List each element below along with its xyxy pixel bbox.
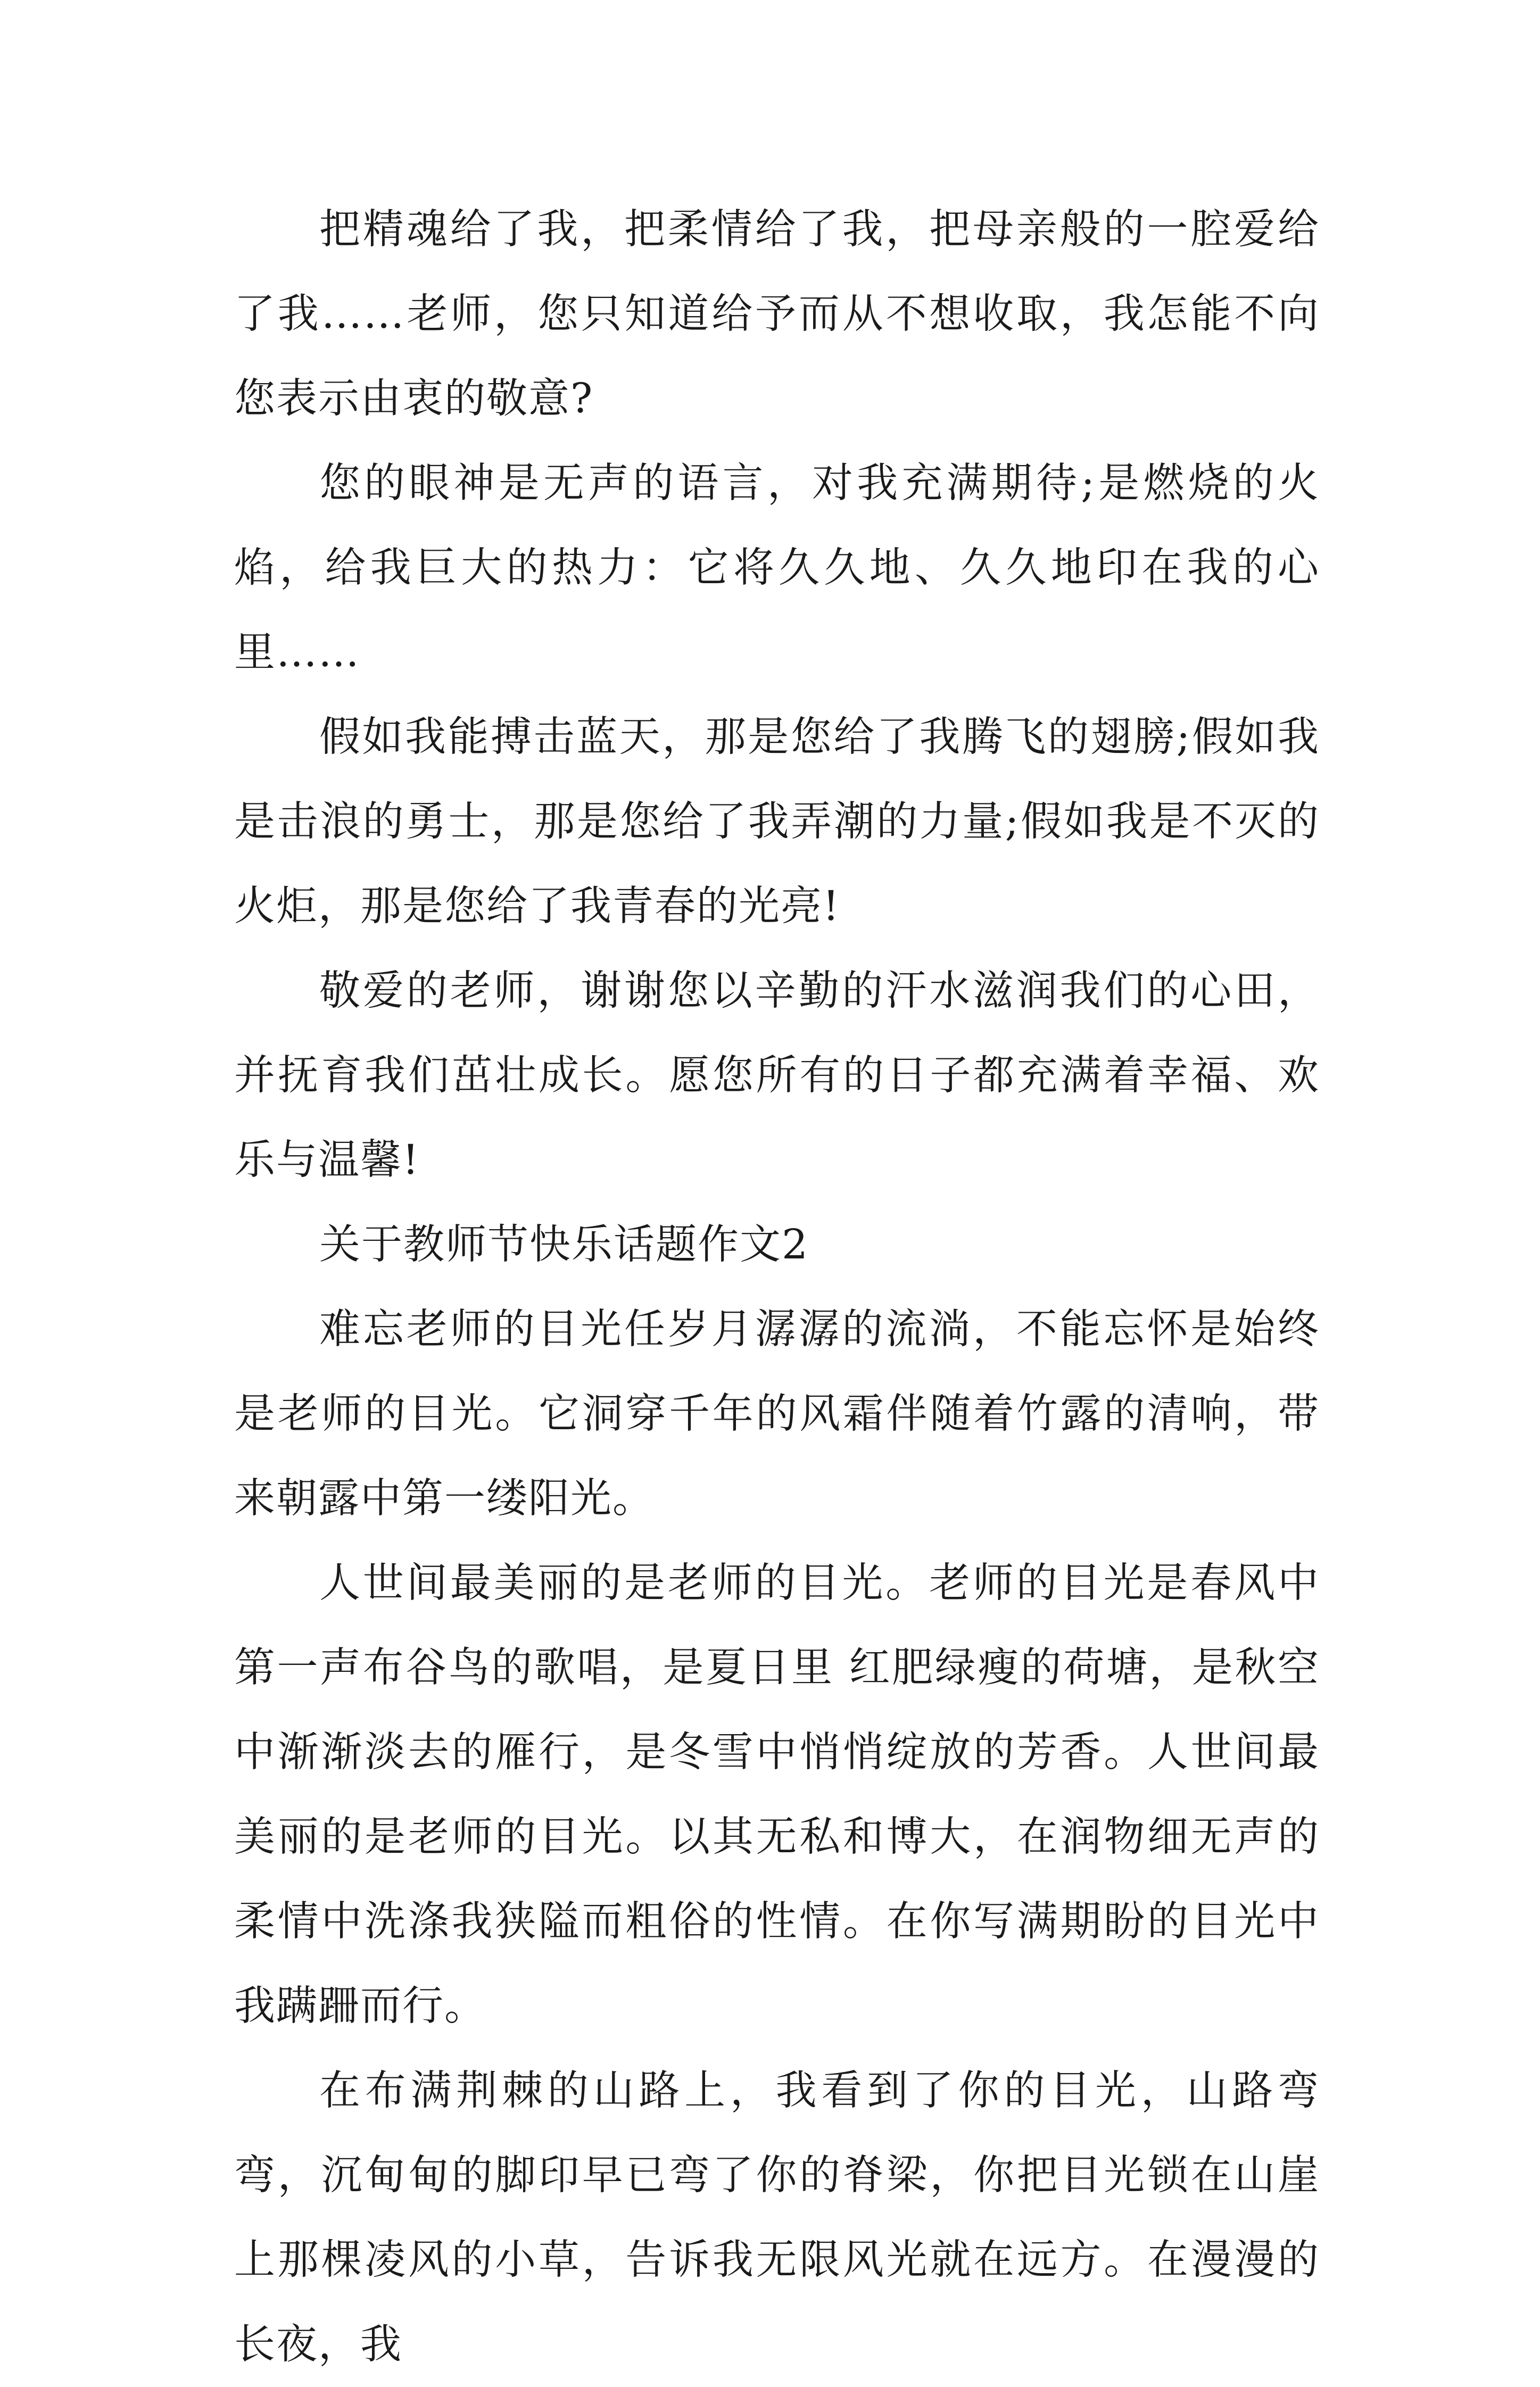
section-title: 关于教师节快乐话题作文2 xyxy=(319,1221,809,1269)
paragraph-2: 您的眼神是无声的语言，对我充满期待;是燃烧的火焰，给我巨大的热力：它将久久地、久久地印在我的心里…… xyxy=(234,460,1320,676)
section-paragraph-3: 在布满荆棘的山路上，我看到了你的目光，山路弯弯，沉甸甸的脚印早已弯了你的脊梁，你把目光锁在山崖上那棵凌风的小草，告诉我无限风光就在远方。在漫漫的长夜，我 xyxy=(234,2067,1320,2368)
section-paragraph-1: 难忘老师的目光任岁月潺潺的流淌，不能忘怀是始终是老师的目光。它洞穿千年的风霜伴随着竹露的清响，带来朝露中第一缕阳光。 xyxy=(234,1306,1320,1522)
paragraph-3: 假如我能搏击蓝天，那是您给了我腾飞的翅膀;假如我是击浪的勇士，那是您给了我弄潮的力量;假如我是不灭的火炬，那是您给了我青春的光亮! xyxy=(234,714,1320,930)
document-body xyxy=(234,187,1320,2387)
paragraph-1: 把精魂给了我，把柔情给了我，把母亲般的一腔爱给了我……老师，您只知道给予而从不想收取，我怎能不向您表示由衷的敬意? xyxy=(234,206,1320,422)
section-paragraph-2: 人世间最美丽的是老师的目光。老师的目光是春风中第一声布谷鸟的歌唱，是夏日里 红肥绿瘦的荷塘，是秋空中渐渐淡去的雁行，是冬雪中悄悄绽放的芳香。人世间最美丽的是老师的目光。以其无私和博大，在润物细无声的柔情中洗涤我狭隘而粗俗的性情。在你写满期盼的目光中我蹒跚而行。 xyxy=(234,1560,1320,2030)
paragraph-4: 敬爱的老师，谢谢您以辛勤的汗水滋润我们的心田，并抚育我们茁壮成长。愿您所有的日子都充满着幸福、欢乐与温馨! xyxy=(234,967,1320,1184)
